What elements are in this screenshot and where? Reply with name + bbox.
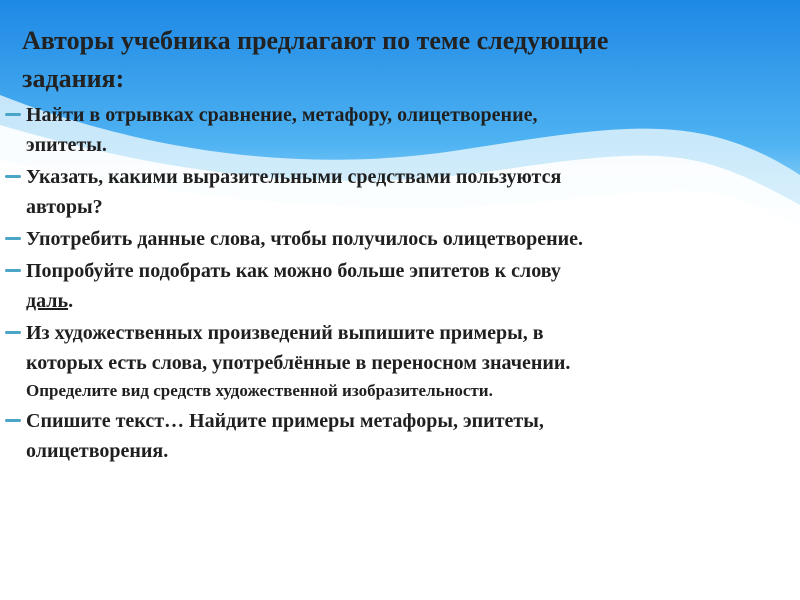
- task-text-line: Указать, какими выразительными средствами пользуются: [26, 166, 562, 188]
- task-item: [0, 318, 776, 404]
- slide-title-line-1: Авторы учебника предлагают по теме следующие: [22, 26, 609, 55]
- task-text-line: Найти в отрывках сравнение, метафору, олицетворение,: [26, 104, 538, 126]
- task-item: [0, 162, 776, 222]
- underlined-word: даль: [26, 290, 69, 312]
- bullet-dash-icon: [5, 175, 21, 179]
- task-subtext: Определите вид средств художественной изобразительности.: [26, 381, 493, 400]
- bullet-dash-icon: [5, 113, 21, 117]
- task-item: [0, 100, 776, 160]
- bullet-dash-icon: [5, 331, 21, 335]
- task-text-line: Попробуйте подобрать как можно больше эпитетов к слову: [26, 260, 561, 282]
- task-item: [0, 406, 776, 466]
- bullet-dash-icon: [5, 269, 21, 273]
- task-text-line: Употребить данные слова, чтобы получилось олицетворение.: [26, 228, 584, 250]
- task-text-line: Спишите текст… Найдите примеры метафоры, эпитеты,: [26, 410, 544, 432]
- slide-title-line-2: задания:: [22, 64, 125, 93]
- bullet-dash-icon: [5, 419, 21, 423]
- task-list: [0, 100, 800, 466]
- task-text-line: авторы?: [26, 196, 103, 218]
- task-text-line: олицетворения.: [26, 440, 169, 462]
- task-item: [0, 256, 776, 316]
- bullet-dash-icon: [5, 237, 21, 241]
- task-text-line: которых есть слова, употреблённые в переносном значении.: [26, 352, 571, 374]
- task-text-end: .: [68, 290, 74, 312]
- task-text-line: Из художественных произведений выпишите примеры, в: [26, 322, 544, 344]
- task-text-line: эпитеты.: [26, 134, 107, 156]
- task-item: [0, 224, 776, 254]
